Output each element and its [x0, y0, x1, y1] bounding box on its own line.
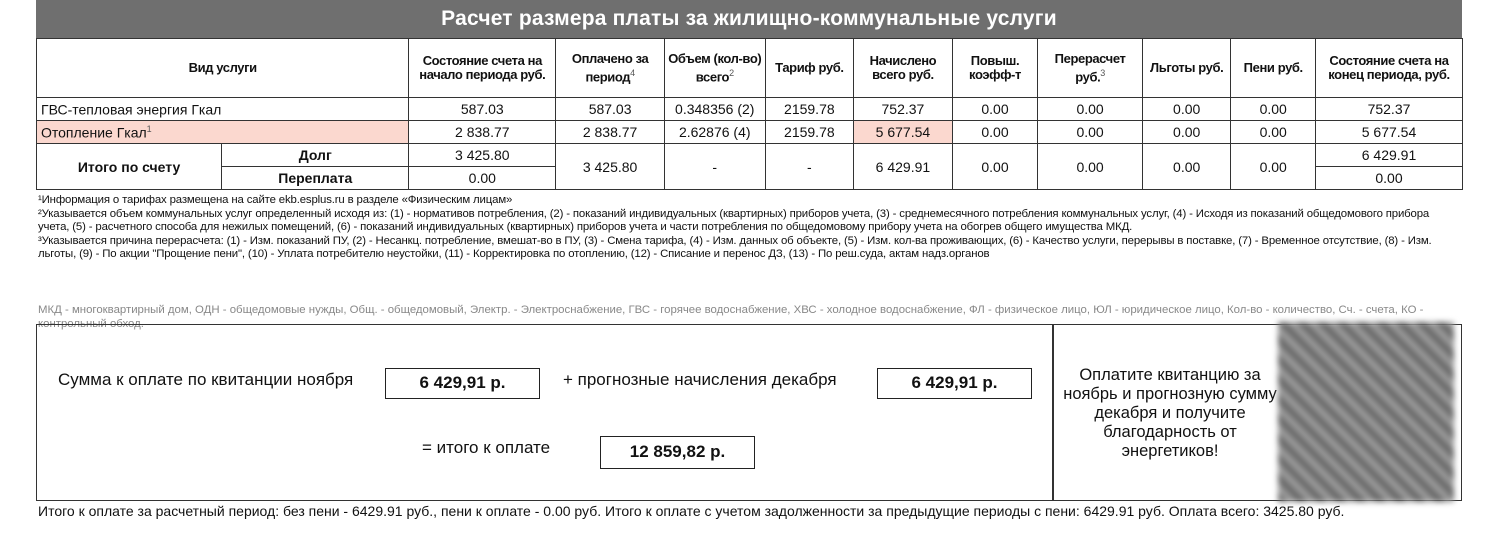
debt-label: Долг [222, 144, 409, 167]
total-volume: - [664, 144, 765, 190]
qr-code-image [1278, 322, 1454, 502]
footnote-2: ²Указывается объем коммунальных услуг определенный исходя из: (1) - нормативов потребления, (2) - показаний индивидуальных (квартирных) приборов учета, (3) - среднемесячного потребления коммунальных услуг, (4) - Исходя из показаний общедомового прибора учета, (5) - расчетного способа для нежилых помещений, (6) - показаний индивидуальных (квартирных) приборов учета и части потребления по общедомовому прибору учета на обогрев общего имущества МКД. [38, 207, 1430, 233]
total-label: Итого по счету [37, 144, 222, 190]
table-row [37, 121, 1463, 144]
header-service: Вид услуги [37, 39, 409, 98]
accrued-cell: 5 677.54 [854, 121, 953, 144]
header-penalty: Пени руб. [1231, 39, 1316, 98]
accrued-cell: 752.37 [854, 98, 953, 121]
total-row-debt [37, 144, 1463, 167]
coef-cell: 0.00 [952, 121, 1038, 144]
payment-box-divider [1052, 324, 1054, 501]
tariff-cell: 2159.78 [765, 98, 854, 121]
paid-cell: 2 838.77 [556, 121, 665, 144]
november-amount: 6 429,91 р. [385, 368, 540, 399]
forecast-label: + прогнозные начисления декабря [563, 370, 837, 389]
charges-table [36, 38, 1463, 190]
footnotes [38, 194, 1458, 262]
november-label: Сумма к оплате по квитанции ноября [58, 370, 354, 389]
total-tariff: - [765, 144, 854, 190]
page-title: Расчет размера платы за жилищно-коммунальные услуги [36, 0, 1462, 38]
table-row [37, 98, 1463, 121]
volume-cell: 0.348356 (2) [664, 98, 765, 121]
total-end-debt: 6 429.91 [1315, 144, 1462, 167]
total-penalty: 0.00 [1231, 144, 1316, 190]
abbreviations-note: МКД - многоквартирный дом, ОДН - общедомовые нужды, Общ. - общедомовый, Электр. - Электроснабжение, ГВС - горячее водоснабжение, ХВС - холодное водоснабжение, ФЛ - физическое лицо, ЮЛ - юридическое лицо, Кол-во - количество, Сч. - счета, КО - контрольный обход. [38, 304, 1424, 330]
promo-text: Оплатите квитанцию за ноябрь и прогнозную сумму декабря и получите благодарность от энергетиков! [1063, 366, 1277, 460]
total-pay-amount: 12 859,82 р. [600, 436, 755, 469]
overpay-label: Переплата [222, 167, 409, 190]
service-name: Отопление Гкал$^1$ [37, 121, 409, 144]
recalc-cell: 0.00 [1038, 121, 1143, 144]
total-recalc: 0.00 [1038, 144, 1143, 190]
header-start-balance: Состояние счета на начало периода руб. [409, 39, 556, 98]
start-balance-cell: 587.03 [409, 98, 556, 121]
total-paid: 3 425.80 [556, 144, 665, 190]
end-balance-cell: 5 677.54 [1315, 121, 1462, 144]
header-benefits: Льготы руб. [1142, 39, 1231, 98]
tariff-cell: 2159.78 [765, 121, 854, 144]
paid-cell: 587.03 [556, 98, 665, 121]
volume-cell: 2.62876 (4) [664, 121, 765, 144]
end-balance-cell: 752.37 [1315, 98, 1462, 121]
header-volume: Объем (кол-во) всего$^2$ [664, 39, 765, 98]
header-tariff: Тариф руб. [765, 39, 854, 98]
recalc-cell: 0.00 [1038, 98, 1143, 121]
start-balance-cell: 2 838.77 [409, 121, 556, 144]
table-header-row [37, 39, 1463, 98]
total-accrued: 6 429.91 [854, 144, 953, 190]
benefits-cell: 0.00 [1142, 98, 1231, 121]
forecast-amount: 6 429,91 р. [877, 368, 1032, 399]
total-start-overpay: 0.00 [409, 167, 556, 190]
header-accrued: Начислено всего руб. [854, 39, 953, 98]
header-paid: Оплачено за период$^4$ [556, 39, 665, 98]
coef-cell: 0.00 [952, 98, 1038, 121]
header-recalc: Перерасчет руб.$^3$ [1038, 39, 1143, 98]
bottom-summary: Итого к оплате за расчетный период: без пени - 6429.91 руб., пени к оплате - 0.00 руб. Итого к оплате с учетом задолженности за предыдущие периоды с пени: 6429.91 руб. Оплата всего: 3425.80 руб. [38, 503, 1345, 519]
header-coef: Повыш. коэфф-т [952, 39, 1038, 98]
total-end-overpay: 0.00 [1315, 167, 1462, 190]
benefits-cell: 0.00 [1142, 121, 1231, 144]
footnote-1: ¹Информация о тарифах размещена на сайте ekb.esplus.ru в разделе «Физическим лицам» [38, 194, 513, 206]
service-name: ГВС-тепловая энергия Гкал [37, 98, 409, 121]
total-coef: 0.00 [952, 144, 1038, 190]
total-benefits: 0.00 [1142, 144, 1231, 190]
penalty-cell: 0.00 [1231, 98, 1316, 121]
total-pay-label: = итого к оплате [422, 438, 551, 457]
footnote-3: ³Указывается причина перерасчета: (1) - Изм. показаний ПУ, (2) - Несанкц. потребление, вмешат-во в ПУ, (3) - Смена тарифа, (4) - Изм. данных об объекте, (5) - Изм. кол-ва проживающих, (6) - Качество услуги, перерывы в поставке, (7) - Временное отсутствие, (8) - Изм. льготы, (9) - По акции "Прощение пени", (10) - Уплата потребителю неустойки, (11) - Корректировка по отоплению, (12) - Списание и перенос ДЗ, (13) - По реш.суда, актам надз.органов [38, 234, 1432, 260]
total-start-debt: 3 425.80 [409, 144, 556, 167]
penalty-cell: 0.00 [1231, 121, 1316, 144]
header-end-balance: Состояние счета на конец периода, руб. [1315, 39, 1462, 98]
